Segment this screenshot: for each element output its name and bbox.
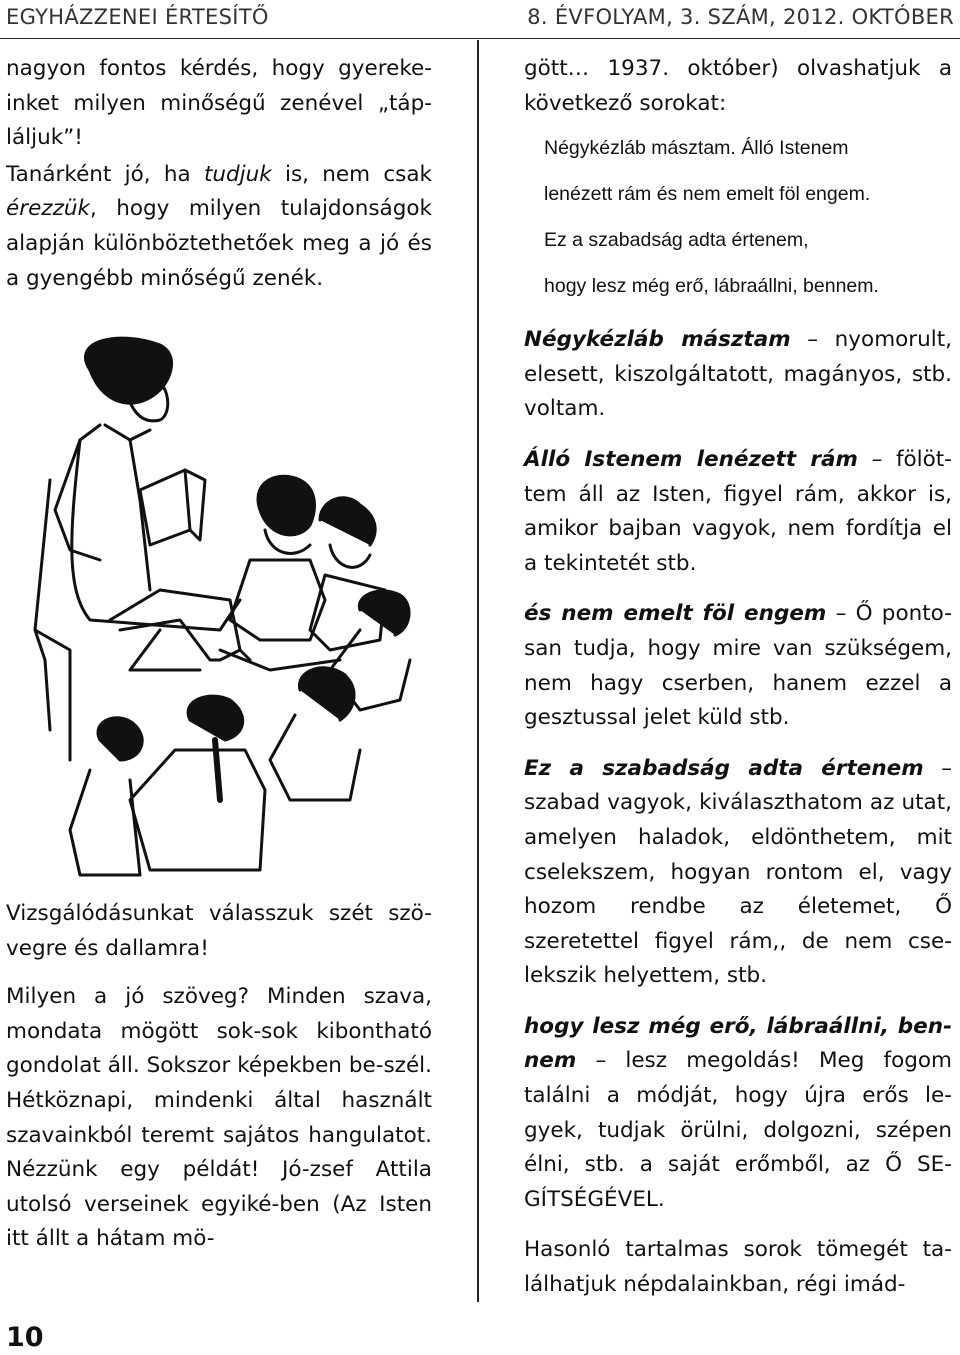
page-number: 10 [6,1322,44,1353]
paragraph: Tanárként jó, ha tudjuk is, nem csak érezzük, hogy milyen tulajdonságok alapján különböztethetőek meg a jó és a gyengébb minőségű zenék. [6,161,432,291]
explanation-paragraph: és nem emelt föl engem – Ő ponto-san tudja, hogy mire van szükségem, nem hagy cserben, hanem ezzel a gesztussal jelet küld stb. [524,601,952,731]
poem-line: Négykézláb másztam. Álló Istenem [544,137,849,160]
poem-line: hogy lesz még erő, lábraállni, bennem. [544,275,879,298]
left-column-top [6,52,432,296]
journal-title: EGYHÁZZENEI ÉRTESÍTŐ [6,5,269,29]
paragraph: Hasonló tartalmas sorok tömegét ta-lálhatjuk népdalainkban, régi imád- [524,1237,952,1298]
running-header [0,0,960,39]
explanation-paragraph: hogy lesz még erő, lábraállni, ben-nem – lesz megoldás! Meg fogom találni a módját, hogy újra erős le-gyek, tudjak örülni, dolgozni, szépen élni, stb. a saját erőmből, az Ő SE-GÍTSÉGÉVEL. [524,1013,952,1212]
paragraph: nagyon fontos kérdés, hogy gyereke-inket milyen minőségű zenével „táp-láljuk”! [6,56,432,151]
explanation-paragraph: Ez a szabadság adta értenem – szabad vagyok, kiválaszthatom az utat, amelyen haladok, eldönthetem, mit cselekszem, hogyan rontom el, vagy hozom rendbe az életemet, Ő szeretettel figyel rám,, de nem cse-lekszik helyettem, stb. [524,755,952,989]
column-divider [477,40,479,1302]
explanation-paragraph: Álló Istenem lenézett rám – fölöt-tem áll az Isten, figyel rám, akkor is, amikor bajban vagyok, nem fordítja el a tekintetét stb. [524,446,952,576]
teacher-reading-illustration [10,330,450,890]
right-column [524,52,952,1303]
paragraph: Milyen a jó szöveg? Minden szava, mondata mögött sok-sok kibontható gondolat áll. Sokszor képekben be-szél. Hétköznapi, mindenki által használt szavainkból teremt sajátos hangulatot. Nézzünk egy példát! Jó-zsef Attila utolsó verseinek egyiké-ben (Az Isten itt állt a hátam mö- [6,984,432,1252]
paragraph: Vizsgálódásunkat válasszuk szét szö-vegre és dallamra! [6,901,432,961]
explanation-paragraph: Négykézláb másztam – nyomorult, elesett, kiszolgáltatott, magányos, stb. voltam. [524,327,952,422]
poem-quote [524,125,952,309]
issue-info: 8. ÉVFOLYAM, 3. SZÁM, 2012. OKTÓBER [527,5,954,29]
poem-line: Ez a szabadság adta értenem, [544,229,809,252]
left-column-bottom [6,897,432,1257]
paragraph: gött… 1937. október) olvashatjuk a következő sorokat: [524,56,952,116]
poem-line: lenézett rám és nem emelt föl engem. [544,183,871,206]
